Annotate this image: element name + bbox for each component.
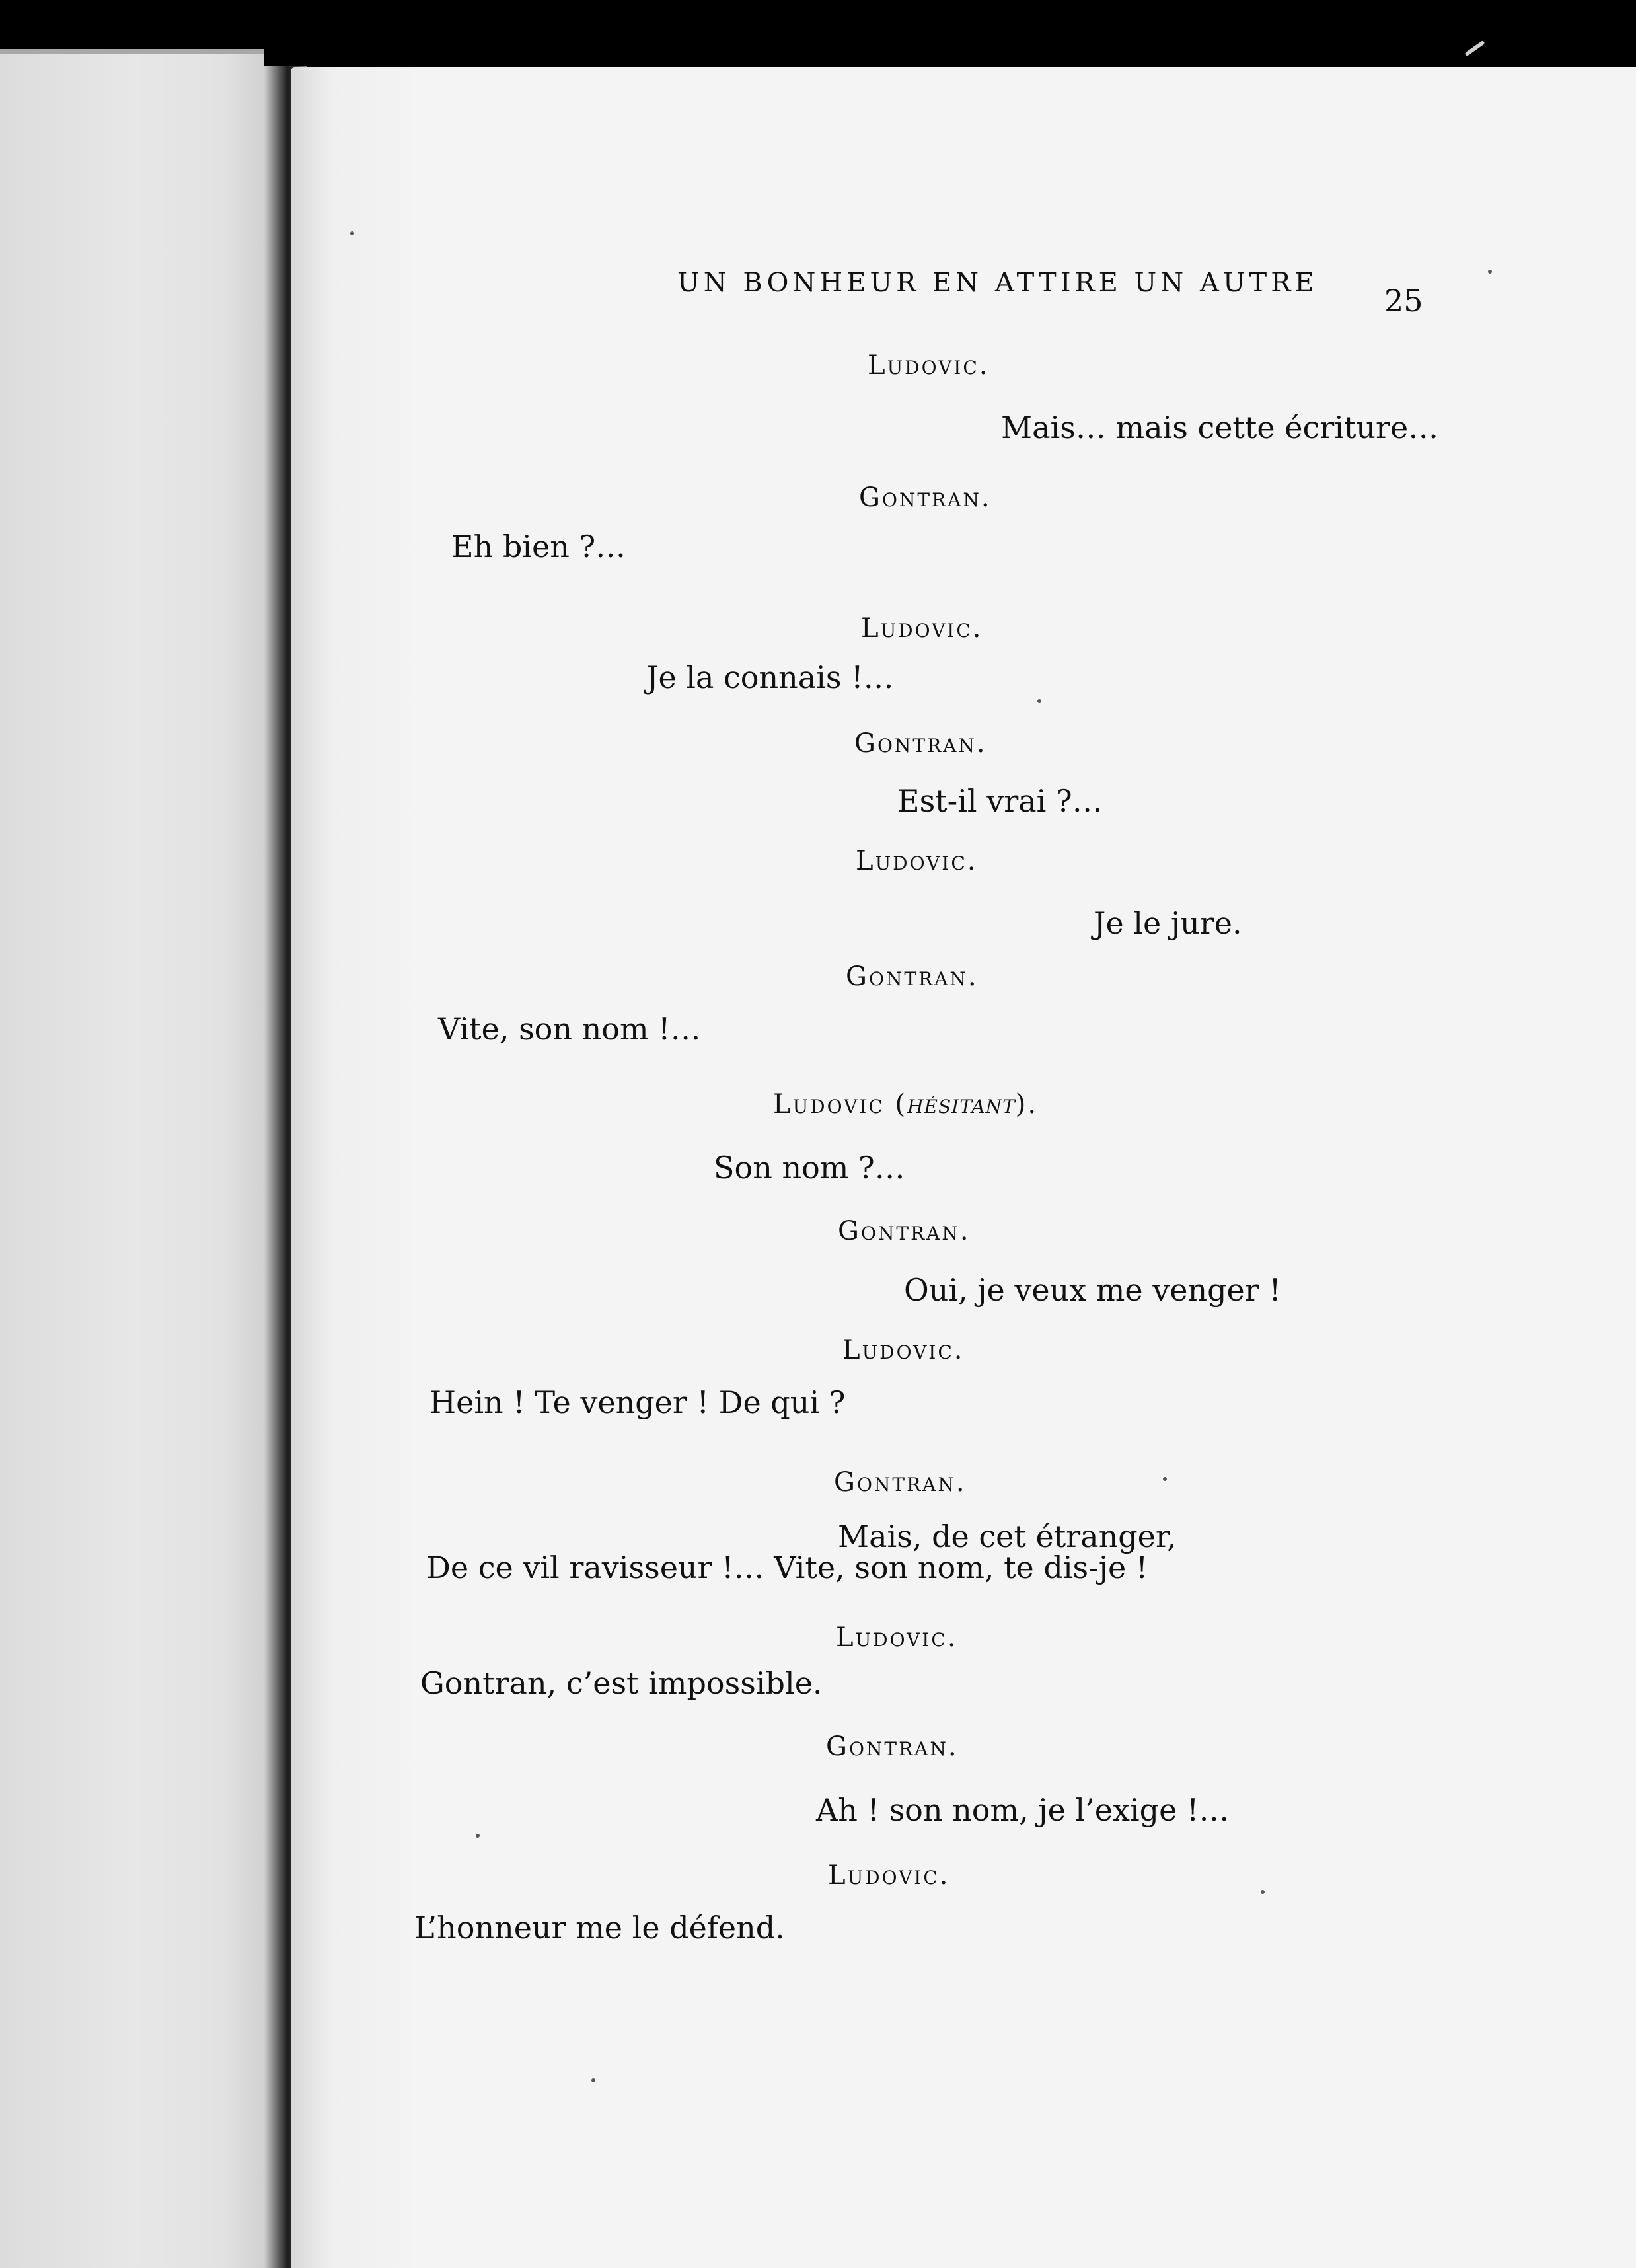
speaker-name: Gontran.: [838, 1216, 971, 1246]
verse-line: Oui, je veux me venger !: [904, 1272, 1281, 1308]
speaker-name: Ludovic.: [842, 1335, 965, 1365]
speaker-name: Ludovic.: [856, 846, 978, 876]
dust-speck: [1488, 270, 1492, 274]
speaker-name: Gontran.: [834, 1467, 967, 1497]
corner-mark: [1464, 40, 1485, 56]
dust-speck: [350, 231, 354, 235]
dust-speck: [1261, 1890, 1265, 1894]
running-head: UN BONHEUR EN ATTIRE UN AUTRE: [677, 268, 1318, 298]
speaker-name: Ludovic.: [868, 350, 990, 381]
verse-line: L’honneur me le défend.: [414, 1910, 785, 1946]
verse-line: Est-il vrai ?…: [897, 783, 1103, 819]
stage-direction-open: (: [895, 1089, 908, 1119]
stage-direction-close: ).: [1015, 1089, 1039, 1119]
left-page: [0, 49, 264, 2268]
left-page-edge: [0, 49, 264, 54]
verse-line: Mais, de cet étranger,: [838, 1519, 1177, 1554]
dust-speck: [476, 1834, 480, 1838]
verse-line: Eh bien ?…: [451, 529, 626, 564]
dust-speck: [1037, 699, 1041, 703]
verse-line: Hein ! Te venger ! De qui ?: [429, 1384, 846, 1420]
stage-direction: hésitant: [907, 1089, 1016, 1119]
verse-line: Mais… mais cette écriture…: [1001, 410, 1439, 445]
verse-line: Je le jure.: [1094, 905, 1242, 941]
verse-line: Son nom ?…: [714, 1150, 905, 1186]
verse-line: Gontran, c’est impossible.: [420, 1665, 823, 1701]
speaker-name: Ludovic.: [861, 613, 983, 644]
verse-line: De ce vil ravisseur !… Vite, son nom, te dis-je !: [426, 1550, 1148, 1585]
speaker-name: Gontran.: [846, 962, 979, 992]
verse-line: Ah ! son nom, je l’exige !…: [816, 1792, 1230, 1828]
speaker-with-direction: [773, 1089, 1038, 1119]
verse-line: Vite, son nom !…: [438, 1011, 701, 1047]
speaker-name: Gontran.: [859, 482, 992, 513]
dust-speck: [591, 2078, 595, 2082]
speaker-name: Ludovic.: [836, 1622, 958, 1653]
speaker-name: Gontran.: [826, 1731, 959, 1762]
speaker-name: Gontran.: [854, 728, 987, 759]
speaker-name: Ludovic: [773, 1089, 885, 1119]
verse-line: Je la connais !…: [646, 660, 894, 695]
page-number: 25: [1384, 283, 1423, 319]
dust-speck: [1163, 1477, 1167, 1481]
speaker-name: Ludovic.: [828, 1860, 950, 1891]
